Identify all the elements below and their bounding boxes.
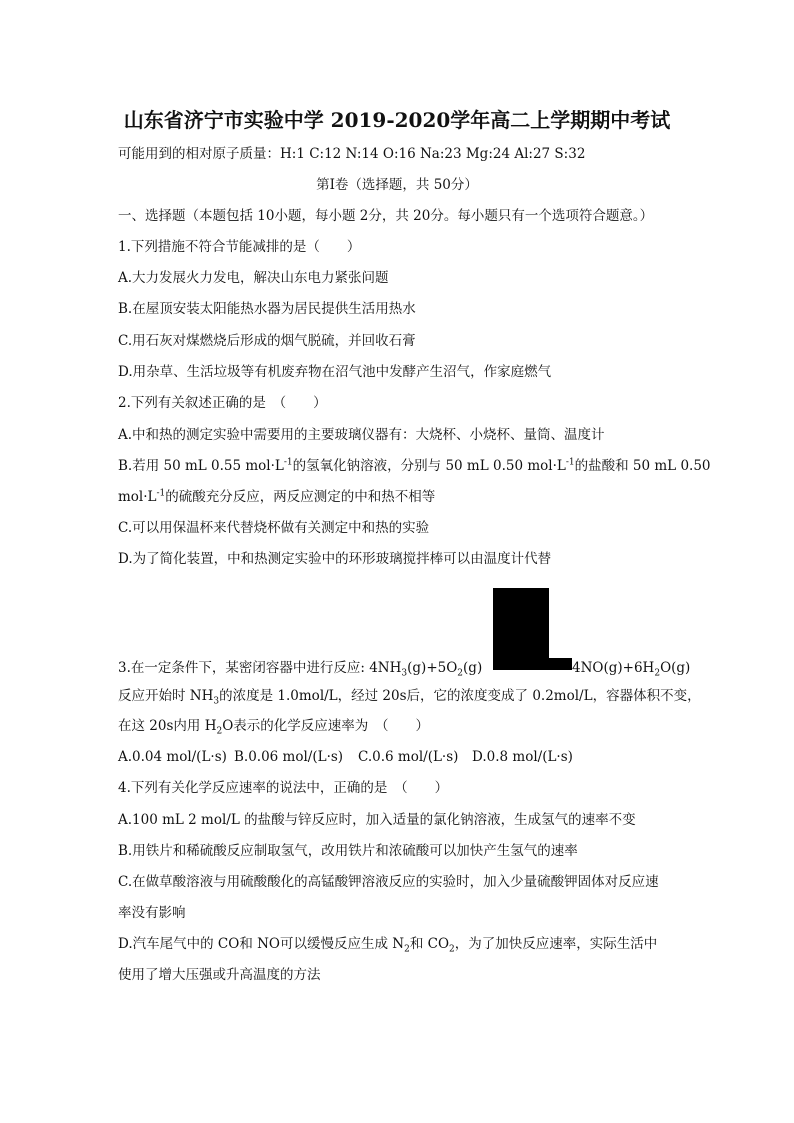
q3-line2: 反应开始时 $NH_3$的浓度是 1.0mol/L，经过 20s后，它的浓度变成了 0.2mol/L，容器体积不变， — [118, 688, 701, 707]
q4-option-d-line2: 使用了增大压强或升高温度的方法 — [118, 967, 321, 983]
q1-stem: 1.下列措施不符合节能减排的是（ ） — [118, 239, 361, 255]
q4-option-c-line1: C.在做草酸溶液与用硫酸酸化的高锰酸钾溶液反应的实验时，加入少量硫酸钾固体对反应速 — [118, 874, 659, 890]
q2-option-b-line2: $mol\cdot L^{-1}$的硫酸充分反应，两反应测定的中和热不相等 — [118, 488, 436, 505]
redacted-reaction-arrow-tail — [532, 658, 572, 670]
q4-option-c-line2: 率没有影响 — [118, 905, 186, 921]
q1-option-d: D.用杂草、生活垃圾等有机废弃物在沼气池中发酵产生沼气，作家庭燃气 — [118, 364, 552, 380]
q1-option-c: C.用石灰对煤燃烧后形成的烟气脱硫，并回收石膏 — [118, 333, 416, 349]
atomic-masses: 可能用到的相对原子质量：H:1 C:12 N:14 O:16 Na:23 Mg:24 Al:27 S:32 — [118, 146, 586, 162]
q2-stem: 2.下列有关叙述正确的是 （ ） — [118, 395, 327, 411]
q2-option-b-line1: B.若用 50 mL 0.55 $mol\cdot L^{-1}$的氢氧化钠溶液，分别与 50 mL 0.50 $mol\cdot L^{-1}$的盐酸和 50 mL 0.50 — [118, 457, 711, 474]
part-instruction: 一、选择题（本题包括 10小题，每小题 2分，共 20分。每小题只有一个选项符合题意。） — [118, 208, 654, 224]
q3-option-a: A.0.04 mol/(L·s) — [118, 749, 227, 765]
q3-stem-right: $4NO(g)+6H_2O(g)$ — [572, 660, 691, 679]
n2-sub: 2 — [404, 944, 410, 955]
exam-title: 山东省济宁市实验中学 2019-2020学年高二上学期期中考试 — [123, 108, 671, 132]
section-title: 第Ⅰ卷（选择题，共 50分） — [316, 177, 478, 193]
q3-line3: 在这 20s内用 $H_2O$表示的化学反应速率为 （ ） — [118, 718, 430, 737]
q2-option-d: D.为了简化装置，中和热测定实验中的环形玻璃搅拌棒可以由温度计代替 — [118, 551, 552, 567]
q3-stem-left: 3.在一定条件下，某密闭容器中进行反应: $4NH_3(g)+5O_2(g)$ — [118, 660, 483, 679]
q3-option-b: B.0.06 mol/(L·s) — [234, 749, 344, 765]
q3-option-d: D.0.8 mol/(L·s) — [472, 749, 573, 765]
q4-option-a: A.100 mL 2 mol/L 的盐酸与锌反应时，加入适量的氯化钠溶液，生成氢气的速率不变 — [118, 812, 636, 828]
q1-option-a: A.大力发展火力发电，解决山东电力紧张问题 — [118, 270, 389, 286]
q2-option-c: C.可以用保温杯来代替烧杯做有关测定中和热的实验 — [118, 520, 430, 536]
q1-option-b: B.在屋顶安装太阳能热水器为居民提供生活用热水 — [118, 301, 416, 317]
q2-option-a: A.中和热的测定实验中需要用的主要玻璃仪器有：大烧杯、小烧杯、量筒、温度计 — [118, 427, 605, 443]
q3-options — [118, 747, 573, 767]
q3-option-c: C.0.6 mol/(L·s) — [358, 749, 459, 765]
q4-option-d-line1: D.汽车尾气中的 CO和 NO可以缓慢反应生成 $N_2$和 $CO_2$，为了加快反应速率，实际生活中 — [118, 936, 658, 955]
q4-stem: 4.下列有关化学反应速率的说法中，正确的是 （ ） — [118, 780, 449, 796]
q4-option-b: B.用铁片和稀硫酸反应制取氢气，改用铁片和浓硫酸可以加快产生氢气的速率 — [118, 843, 578, 859]
